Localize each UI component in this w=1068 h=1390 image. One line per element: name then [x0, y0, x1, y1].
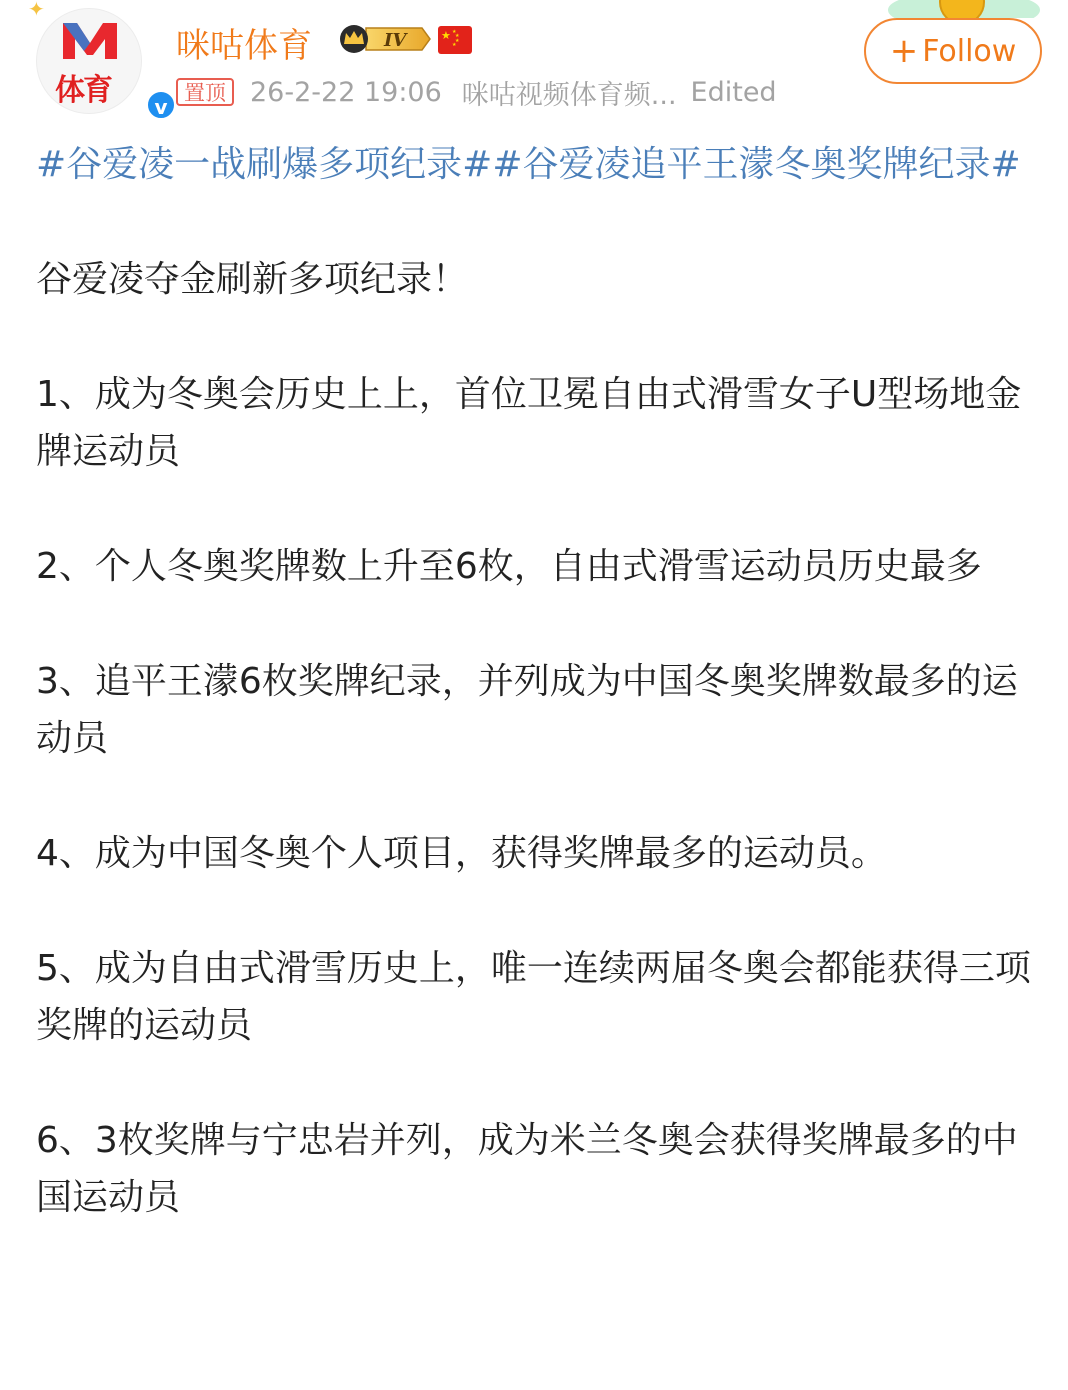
list-item: 3、追平王濛6枚奖牌纪录，并列成为中国冬奥奖牌数最多的运动员 [36, 661, 1018, 759]
verified-icon: v [145, 89, 177, 121]
list-item: 5、成为自由式滑雪历史上，唯一连续两届冬奥会都能获得三项奖牌的运动员 [36, 948, 1031, 1046]
sparkle-decoration-icon: ✦ [28, 0, 45, 21]
plus-icon: + [889, 31, 919, 71]
china-flag-icon [438, 26, 472, 54]
follow-button[interactable] [864, 18, 1042, 84]
svg-text:★: ★ [455, 33, 460, 39]
post-source[interactable]: 咪咕视频体育频... [461, 79, 677, 111]
edited-label[interactable]: Edited [690, 76, 777, 108]
list-item: 6、3枚奖牌与宁忠岩并列，成为米兰冬奥会获得奖牌最多的中国运动员 [36, 1120, 1018, 1218]
svg-text:★: ★ [455, 38, 460, 44]
list-item: 1、成为冬奥会历史上上，首位卫冕自由式滑雪女子U型场地金牌运动员 [36, 374, 1022, 472]
avatar-text: 体育 [55, 73, 111, 108]
post-intro: 谷爱凌夺金刷新多项纪录！ [36, 259, 469, 300]
avatar[interactable] [36, 8, 168, 119]
hashtag-links[interactable]: #谷爱凌一战刷爆多项纪录##谷爱凌追平王濛冬奥奖牌纪录# [36, 144, 1021, 185]
svg-text:★: ★ [441, 29, 451, 42]
username[interactable]: 咪咕体育 [176, 26, 312, 66]
vip-crown-badge-icon [336, 24, 432, 54]
post-meta [176, 74, 777, 110]
svg-text:★: ★ [452, 29, 457, 35]
post-body [36, 136, 1036, 1226]
pinned-badge: 置顶 [176, 78, 234, 106]
svg-text:★: ★ [452, 42, 457, 48]
list-item: 4、成为中国冬奥个人项目，获得奖牌最多的运动员。 [36, 833, 887, 874]
follow-label: Follow [922, 33, 1017, 69]
migu-logo-icon [59, 17, 121, 63]
post-timestamp: 26-2-22 19:06 [250, 76, 442, 108]
svg-text:IV: IV [384, 30, 407, 51]
list-item: 2、个人冬奥奖牌数上升至6枚，自由式滑雪运动员历史最多 [36, 546, 982, 587]
gold-coin-decoration-icon [884, 0, 1044, 18]
